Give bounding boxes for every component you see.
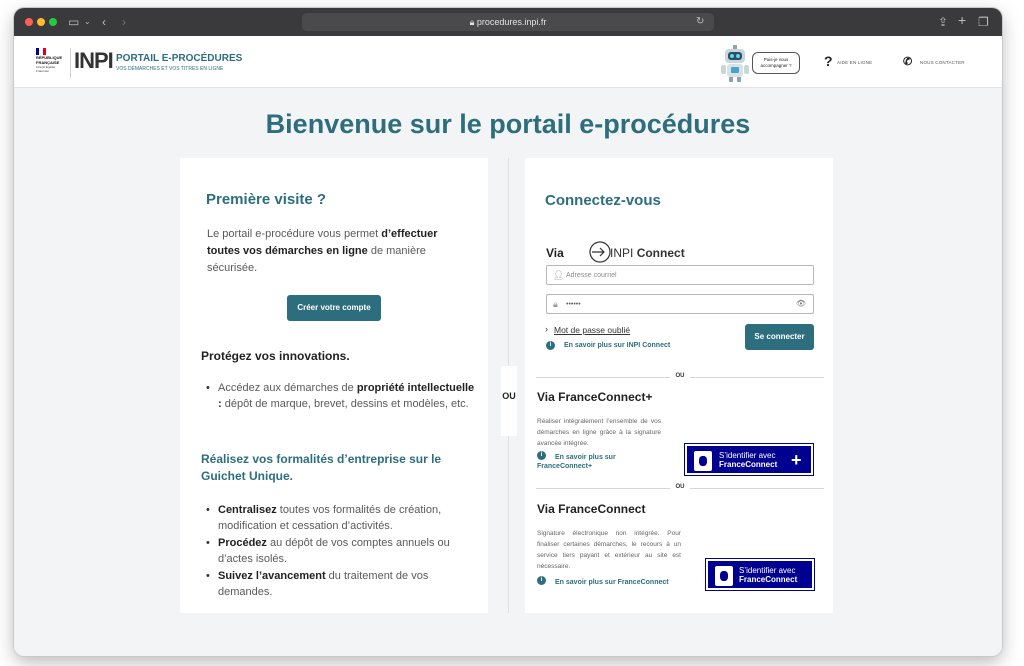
learn-fcplus-line-2: FranceConnect+ xyxy=(537,463,593,470)
formalities-bullet-text: du traitement de vos demandes. xyxy=(218,570,429,598)
fcplus-btn-line-1: S’identifier avec xyxy=(719,451,776,460)
page xyxy=(14,36,1002,656)
back-icon[interactable]: ‹ xyxy=(102,15,106,29)
logo-separator xyxy=(70,48,71,78)
robot-assistant-icon[interactable] xyxy=(720,45,750,83)
help-icon[interactable]: ? xyxy=(824,53,833,69)
first-visit-title: Première visite ? xyxy=(206,191,327,208)
portal-title: PORTAIL E-PROCÉDURES xyxy=(116,53,243,64)
url-text xyxy=(302,15,714,29)
share-icon[interactable]: ⇪ xyxy=(938,15,949,29)
info-icon: i xyxy=(537,576,546,585)
forgot-password-link[interactable]: Mot de passe oublié xyxy=(554,325,631,335)
lock-icon: 🔒︎ xyxy=(469,17,477,27)
protect-bullet-start: Accédez aux démarches de xyxy=(218,382,357,394)
fc-btn-line-1: S’identifier avec xyxy=(739,566,796,575)
email-field[interactable] xyxy=(546,265,814,285)
email-placeholder: Adresse courriel xyxy=(566,272,617,279)
help-link[interactable]: AIDE EN LIGNE xyxy=(837,60,873,65)
url-value: procedures.inpi.fr xyxy=(476,17,547,27)
user-icon: 👤︎ xyxy=(553,270,565,280)
marianne-logo xyxy=(36,48,66,73)
via-inpi-label: Via xyxy=(546,246,564,260)
fc-description: Signature électronique non intégrée. Pour finaliser certaines démarches, le recours à un service tiers payant et extérieur au site est nécessaire. xyxy=(537,530,681,570)
browser-chrome xyxy=(14,8,1002,36)
franceconnect-plus-button[interactable] xyxy=(685,444,813,475)
protect-list xyxy=(204,380,476,413)
protect-title: Protégez vos innovations. xyxy=(201,349,350,363)
marianne-line-2: FRANÇAISE xyxy=(36,59,60,65)
portal-subtitle: VOS DÉMARCHES ET VOS TITRES EN LIGNE xyxy=(116,66,224,72)
browser-window xyxy=(14,8,1002,656)
info-icon: i xyxy=(537,451,546,460)
eye-icon[interactable]: 👁︎ xyxy=(795,299,806,308)
franceconnect-logo-icon xyxy=(694,451,712,471)
franceconnect-logo-icon xyxy=(715,566,733,586)
password-field[interactable] xyxy=(546,294,814,314)
reload-icon[interactable]: ↻ xyxy=(696,16,705,27)
sidebar-icon[interactable]: ▭ xyxy=(68,15,80,29)
center-or-background xyxy=(501,366,517,436)
plus-icon: + xyxy=(791,450,802,470)
new-tab-icon[interactable]: + xyxy=(958,12,967,28)
formalities-bullet xyxy=(204,535,476,567)
hero-title: Bienvenue sur le portail e-procédures xyxy=(265,109,751,139)
learn-fcplus-line-1: En savoir plus sur xyxy=(555,454,616,461)
lock-icon: 🔒︎ xyxy=(553,299,558,309)
chevron-down-icon[interactable]: ⌄ xyxy=(84,17,91,26)
protect-bullet xyxy=(204,380,476,412)
phone-icon[interactable]: ✆ xyxy=(903,56,913,68)
intro-text-start: Le portail e-procédure vous permet xyxy=(207,228,382,240)
marianne-line-1: RÉPUBLIQUE xyxy=(36,55,63,60)
contact-link[interactable]: NOUS CONTACTER xyxy=(920,60,965,65)
formalities-bullet xyxy=(204,502,476,534)
fcplus-btn-line-2: FranceConnect xyxy=(719,460,778,469)
protect-bullet-end: dépôt de marque, brevet, dessins et modèles, etc. xyxy=(221,398,469,410)
top-navigation xyxy=(14,36,1002,88)
protect-bullet-bold: propriété intellectuelle : xyxy=(218,382,475,410)
formalities-bullet-text: toutes vos formalités de création, modification et cessation d’activités. xyxy=(218,504,442,532)
flag-icon xyxy=(36,48,46,55)
assistant-bubble-line-2: accompagner ? xyxy=(760,63,792,68)
fcplus-title: Via FranceConnect+ xyxy=(537,390,653,404)
intro-text-end: de manière sécurisée. xyxy=(207,245,426,274)
learn-fc-link[interactable]: En savoir plus sur FranceConnect xyxy=(555,579,669,586)
center-or-label: OU xyxy=(502,391,516,401)
formalities-list xyxy=(204,502,476,601)
address-bar[interactable] xyxy=(302,13,714,31)
assistant-bubble-line-1: Puis-je vous xyxy=(763,57,789,62)
inpi-connect-light: INPI xyxy=(610,246,634,260)
connect-title: Connectez-vous xyxy=(545,192,661,209)
or-separator-1-label: OU xyxy=(670,373,690,379)
formalities-bullet xyxy=(204,568,476,600)
formalities-title: Réalisez vos formalités d’entreprise sur le Guichet Unique. xyxy=(201,452,442,483)
franceconnect-button[interactable] xyxy=(706,559,814,590)
login-button[interactable]: Se connecter xyxy=(745,324,814,350)
info-icon: i xyxy=(546,341,555,350)
chevron-right-icon: › xyxy=(545,324,548,334)
inpi-logo[interactable]: INPI xyxy=(74,48,113,73)
or-separator-2-label: OU xyxy=(670,484,690,490)
marianne-motto: Liberté Égalité Fraternité xyxy=(36,65,56,73)
create-account-button[interactable]: Créer votre compte xyxy=(287,295,381,321)
learn-fcplus-link[interactable] xyxy=(537,453,616,471)
intro-text-bold: d’effectuer toutes vos démarches en ligne xyxy=(207,228,438,257)
learn-inpi-connect-link[interactable]: En savoir plus sur INPI Connect xyxy=(564,342,671,349)
fcplus-description: Réaliser intégralement l’ensemble de vos démarches en ligne grâce à la signature avancée intégrée. xyxy=(537,418,661,447)
minimize-window-button[interactable] xyxy=(37,18,45,26)
password-value: •••••• xyxy=(566,301,581,308)
fc-title: Via FranceConnect xyxy=(537,502,646,516)
formalities-bullet-bold: Procédez xyxy=(218,537,267,549)
inpi-connect-bold: Connect xyxy=(636,246,685,260)
assistant-bubble[interactable] xyxy=(752,52,800,74)
maximize-window-button[interactable] xyxy=(49,18,57,26)
close-window-button[interactable] xyxy=(25,18,33,26)
formalities-bullet-text: au dépôt de vos comptes annuels ou d’actes isolés. xyxy=(218,537,450,565)
tabs-overview-icon[interactable]: ❐ xyxy=(978,15,989,29)
inpi-connect-brand xyxy=(610,246,685,260)
fc-btn-line-2: FranceConnect xyxy=(739,575,798,584)
forward-icon[interactable]: › xyxy=(122,15,126,29)
formalities-bullet-bold: Centralisez xyxy=(218,504,277,516)
formalities-bullet-bold: Suivez l’avancement xyxy=(218,570,326,582)
intro-text xyxy=(207,226,465,277)
